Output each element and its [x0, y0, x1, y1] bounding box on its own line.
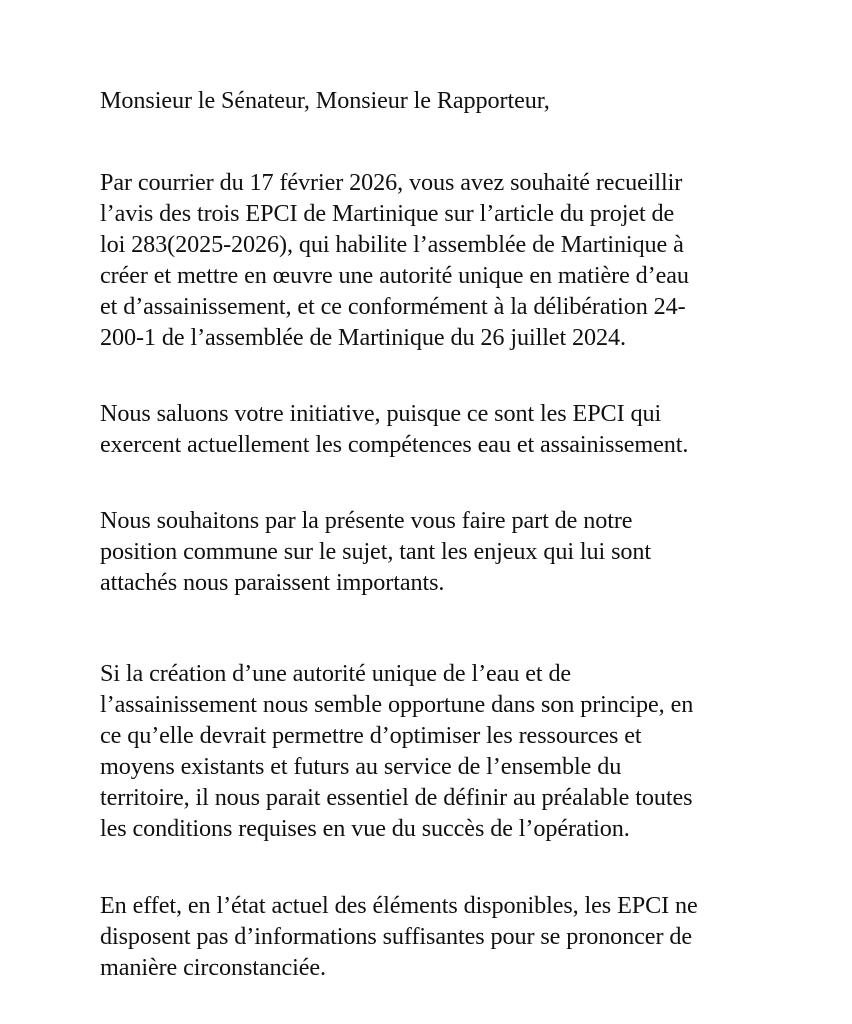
paragraph-line: 200-1 de l’assemblée de Martinique du 26 juillet 2024.: [100, 324, 626, 351]
paragraph-line: exercent actuellement les compétences eau et assainissement.: [100, 431, 689, 458]
paragraph-line: Nous saluons votre initiative, puisque ce sont les EPCI qui: [100, 400, 662, 427]
paragraph-line: et d’assainissement, et ce conformément à la délibération 24-: [100, 293, 686, 320]
paragraph-line: l’avis des trois EPCI de Martinique sur l’article du projet de: [100, 200, 675, 227]
salutation: Monsieur le Sénateur, Monsieur le Rapporteur,: [100, 87, 550, 114]
paragraph-line: moyens existants et futurs au service de l’ensemble du: [100, 753, 622, 780]
paragraph-line: l’assainissement nous semble opportune dans son principe, en: [100, 691, 694, 718]
paragraph-line: En effet, en l’état actuel des éléments disponibles, les EPCI ne: [100, 892, 698, 919]
paragraph-line: attachés nous paraissent importants.: [100, 569, 445, 596]
paragraph-line: territoire, il nous parait essentiel de définir au préalable toutes: [100, 784, 693, 811]
paragraph-line: position commune sur le sujet, tant les enjeux qui lui sont: [100, 538, 652, 565]
paragraph-line: les conditions requises en vue du succès de l’opération.: [100, 815, 630, 842]
paragraph-line: loi 283(2025-2026), qui habilite l’assemblée de Martinique à: [100, 231, 684, 258]
paragraph-line: manière circonstanciée.: [100, 954, 327, 981]
paragraph-line: créer et mettre en œuvre une autorité unique en matière d’eau: [100, 262, 689, 289]
paragraph-line: ce qu’elle devrait permettre d’optimiser les ressources et: [100, 722, 642, 749]
paragraph-line: Nous souhaitons par la présente vous faire part de notre: [100, 507, 633, 534]
paragraph-line: disposent pas d’informations suffisantes pour se prononcer de: [100, 923, 692, 950]
paragraph-line: Par courrier du 17 février 2026, vous avez souhaité recueillir: [100, 169, 683, 196]
paragraph-line: Si la création d’une autorité unique de l’eau et de: [100, 660, 572, 687]
